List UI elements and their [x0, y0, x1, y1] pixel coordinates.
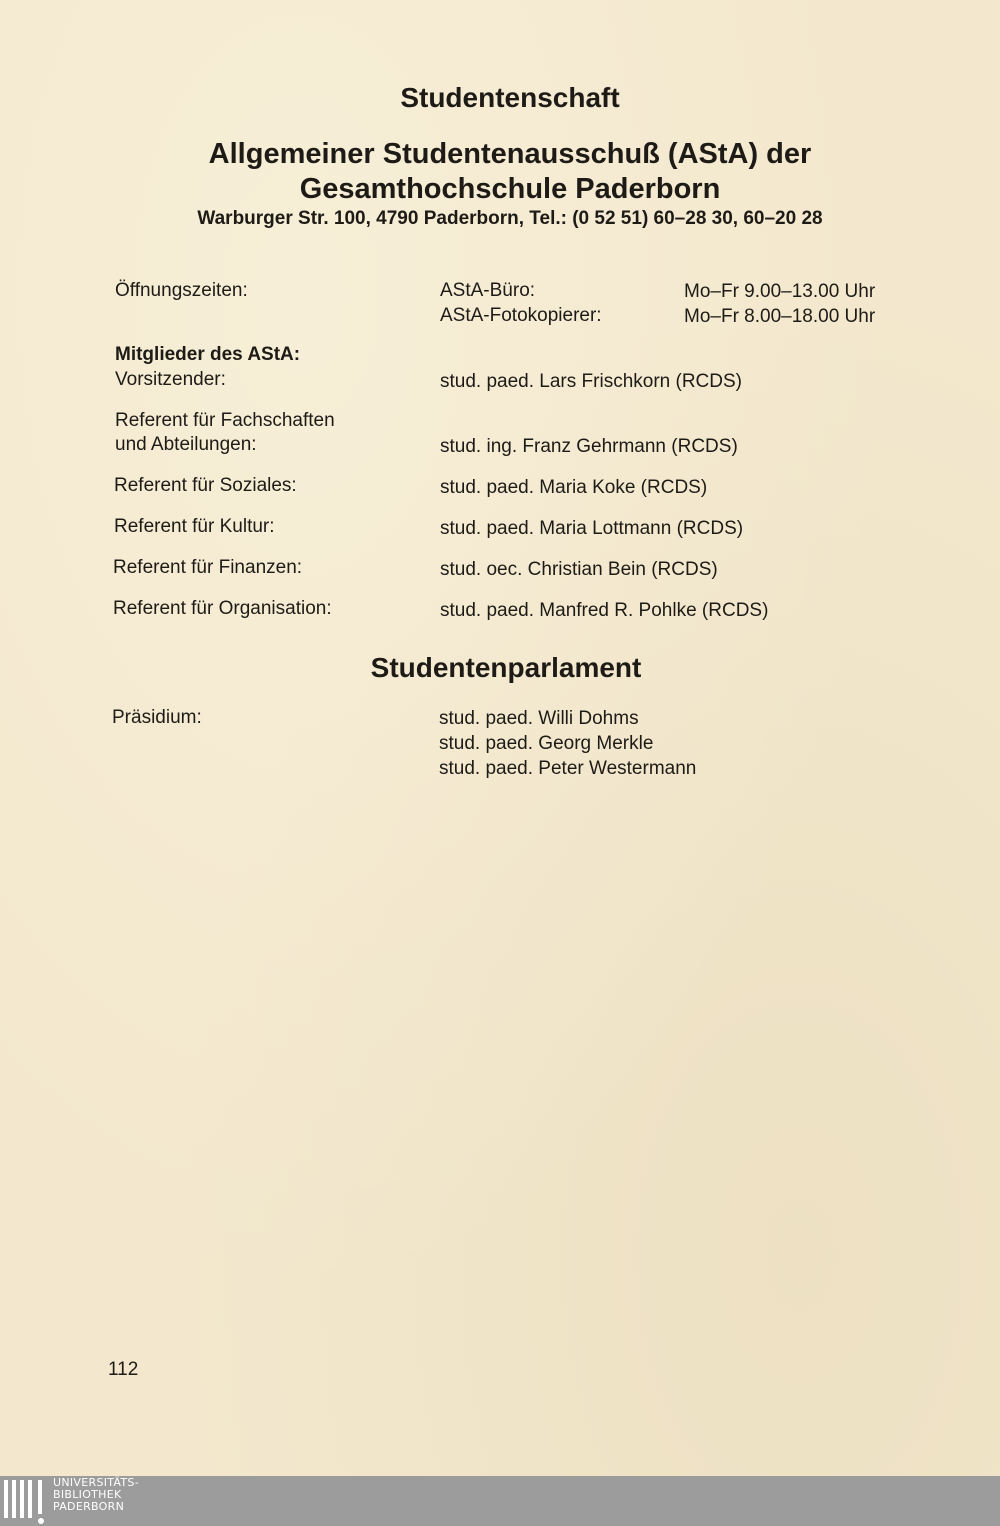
opening-hours-time: Mo–Fr 8.00–18.00 Uhr	[684, 306, 876, 327]
library-logo-text	[53, 1477, 139, 1513]
logo-text-line: PADERBORN	[53, 1500, 125, 1513]
subtitle-line-1: Allgemeiner Studentenausschuß (AStA) der	[208, 138, 812, 170]
section-title: Studentenparlament	[370, 652, 642, 683]
library-footer-bar	[0, 1476, 1000, 1526]
member-name: stud. oec. Christian Bein (RCDS)	[440, 559, 718, 580]
member-role: Referent für Organisation:	[113, 598, 332, 619]
member-role: Referent für Finanzen:	[113, 557, 303, 578]
subtitle-line-2: Gesamthochschule Paderborn	[299, 173, 721, 205]
parliament-label: Präsidium:	[112, 707, 202, 728]
logo-text-line: BIBLIOTHEK	[53, 1488, 122, 1501]
parliament-name: stud. paed. Willi Dohms	[439, 708, 639, 729]
member-role: Referent für Kultur:	[114, 516, 275, 537]
library-logo-icon	[4, 1480, 46, 1522]
opening-hours-place: AStA-Fotokopierer:	[440, 305, 602, 326]
parliament-name: stud. paed. Peter Westermann	[439, 758, 697, 779]
member-name: stud. paed. Lars Frischkorn (RCDS)	[440, 371, 742, 392]
page-title: Studentenschaft	[400, 82, 620, 113]
member-role: Vorsitzender:	[115, 369, 226, 390]
address-line: Warburger Str. 100, 4790 Paderborn, Tel.: (0 52 51) 60–28 30, 60–20 28	[197, 208, 823, 229]
members-heading: Mitglieder des AStA:	[115, 344, 301, 365]
parliament-name: stud. paed. Georg Merkle	[439, 733, 654, 754]
member-name: stud. paed. Manfred R. Pohlke (RCDS)	[440, 600, 769, 621]
member-role: und Abteilungen:	[115, 434, 257, 455]
member-name: stud. ing. Franz Gehrmann (RCDS)	[440, 436, 738, 457]
opening-hours-label: Öffnungszeiten:	[115, 280, 248, 301]
member-role-line1: Referent für Fachschaften	[115, 410, 335, 431]
member-role: Referent für Soziales:	[114, 475, 297, 496]
page-number: 112	[108, 1359, 139, 1380]
opening-hours-place: AStA-Büro:	[440, 280, 536, 301]
member-name: stud. paed. Maria Koke (RCDS)	[440, 477, 708, 498]
logo-text-line: UNIVERSITÄTS-	[53, 1476, 139, 1489]
member-name: stud. paed. Maria Lottmann (RCDS)	[440, 518, 744, 539]
opening-hours-time: Mo–Fr 9.00–13.00 Uhr	[684, 281, 876, 302]
